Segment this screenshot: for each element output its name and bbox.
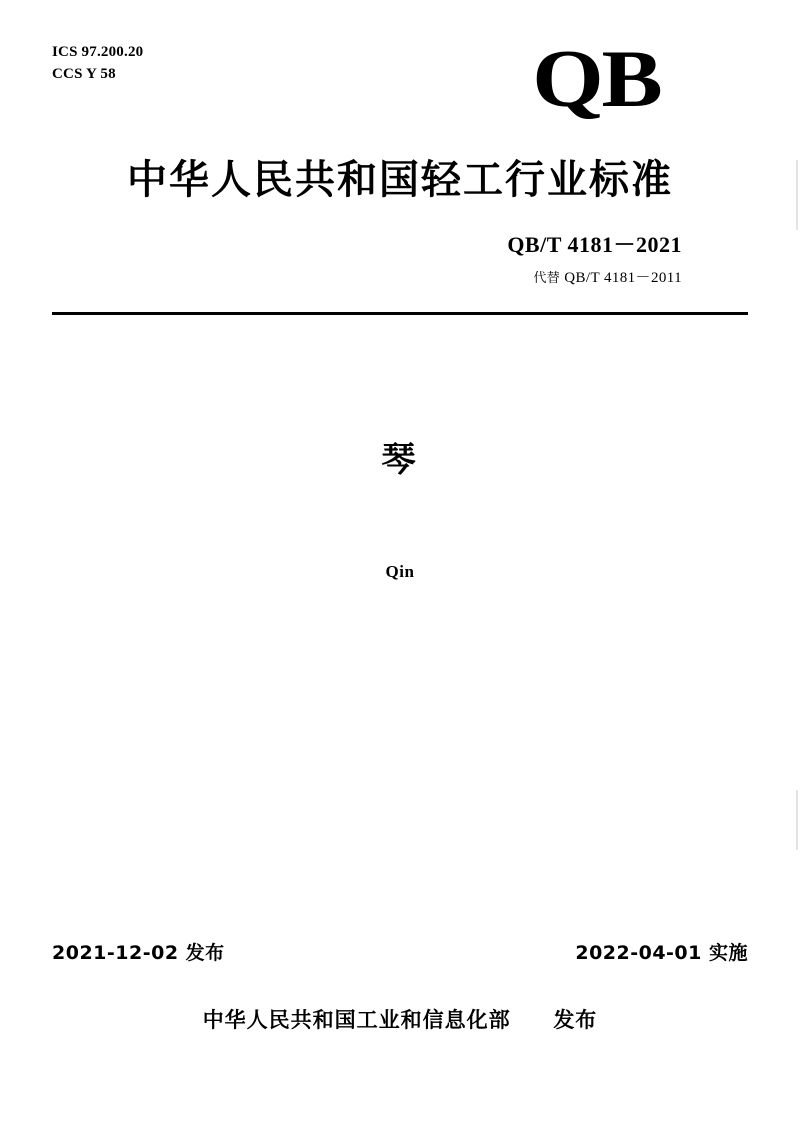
standard-number: QB/T 4181－2021 xyxy=(507,232,682,257)
replaces-number: QB/T 4181－2011 xyxy=(564,270,682,286)
ccs-code: CCS Y 58 xyxy=(52,65,116,82)
ics-code: ICS 97.200.20 xyxy=(52,44,144,60)
document-name-english: Qin xyxy=(385,562,415,581)
document-name-chinese: 琴 xyxy=(381,440,419,480)
issue-date: 2021-12-02 发布 xyxy=(52,942,225,964)
issuer-action: 发布 xyxy=(553,1008,598,1032)
implementation-date: 2022-04-01 实施 xyxy=(575,942,748,964)
header-divider xyxy=(52,312,748,315)
page-title: 中华人民共和国轻工行业标准 xyxy=(127,157,673,203)
page-edge-mark-middle xyxy=(796,790,798,850)
issuing-authority xyxy=(0,1004,800,1034)
qb-logo: QB xyxy=(531,33,660,124)
issuer-name: 中华人民共和国工业和信息化部 xyxy=(202,1008,511,1032)
replaces-label: 代替 xyxy=(533,271,561,286)
date-row xyxy=(52,938,748,965)
page-edge-mark-top xyxy=(796,160,798,230)
replaces-line xyxy=(507,266,682,287)
classification-codes xyxy=(52,42,143,86)
standard-number-block xyxy=(507,228,682,287)
